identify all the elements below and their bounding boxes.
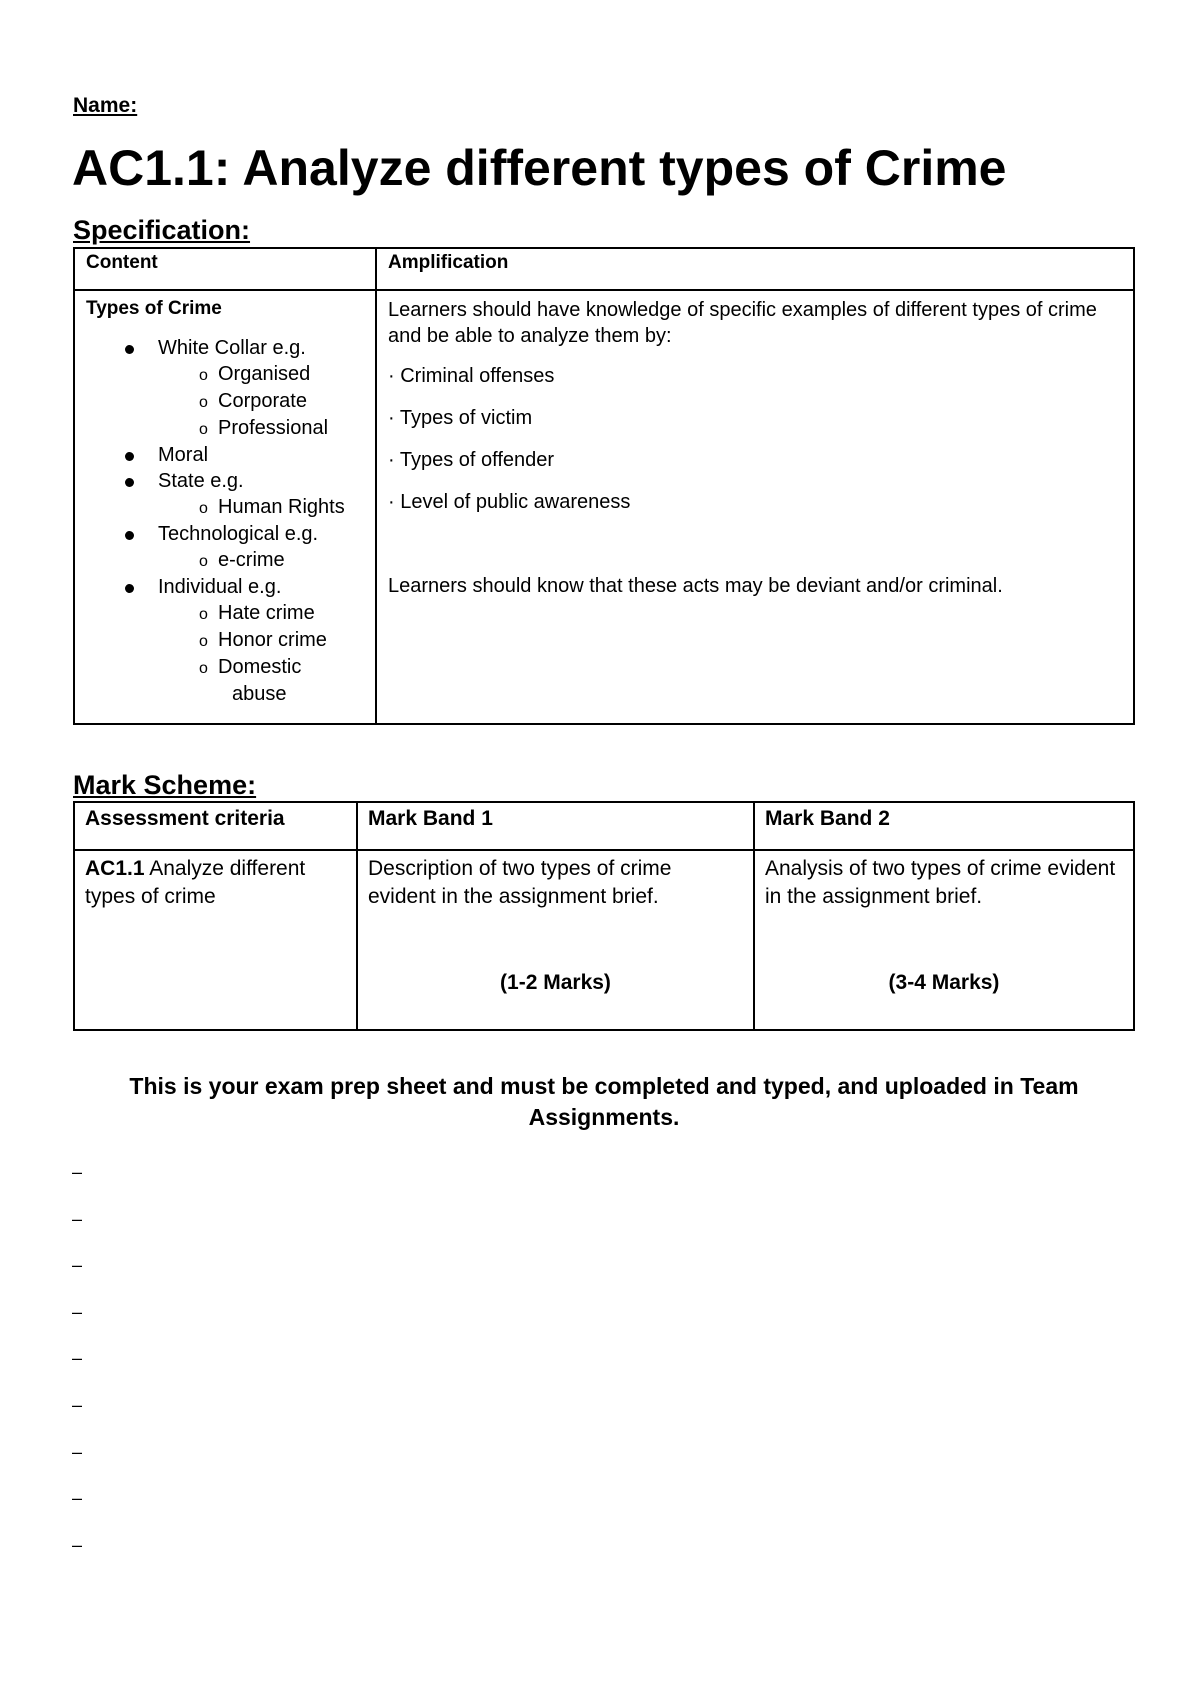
column-header-mark-band-2: Mark Band 2: [754, 802, 1134, 850]
sub-list-item: o Corporate: [158, 388, 375, 415]
content-cell: [74, 290, 376, 724]
sub-list-item: o Domestic abuse: [158, 654, 375, 708]
analysis-point: · Level of public awareness: [388, 491, 631, 513]
table-header-row: [74, 248, 1134, 290]
analysis-point: · Types of offender: [388, 449, 555, 471]
list-item: Technological e.g. o e-crime: [75, 521, 375, 574]
column-header-mark-band-1: Mark Band 1: [357, 802, 754, 850]
name-label: Name:: [73, 94, 138, 117]
band-2-marks: (3-4 Marks): [888, 971, 1000, 994]
sub-list-item: o Honor crime: [158, 627, 375, 654]
list-item: White Collar e.g. o Organised o Corporate o Professional: [75, 335, 375, 442]
criteria-code: AC1.1: [85, 857, 145, 880]
answer-line[interactable]: –: [72, 1441, 83, 1462]
answer-line[interactable]: –: [72, 1255, 83, 1276]
mark-scheme-heading: Mark Scheme:: [73, 770, 257, 800]
column-header-content: Content: [74, 248, 376, 290]
answer-line[interactable]: –: [72, 1394, 83, 1415]
sub-list-item: o Human Rights: [158, 494, 375, 521]
instructions-notice: This is your exam prep sheet and must be completed and typed, and uploaded in Team Assignments.: [129, 1073, 1079, 1130]
column-header-assessment-criteria: Assessment criteria: [74, 802, 357, 850]
sub-list-item: o Professional: [158, 415, 375, 442]
criteria-text: Analyze different types of crime: [85, 857, 306, 908]
specification-table: [73, 247, 1135, 725]
band-1-marks: (1-2 Marks): [500, 971, 611, 994]
analysis-point: · Criminal offenses: [388, 365, 555, 387]
amplification-closing: Learners should know that these acts may be deviant and/or criminal.: [388, 575, 1003, 597]
table-header-row: [74, 802, 1134, 850]
analysis-point: · Types of victim: [388, 407, 533, 429]
answer-line[interactable]: –: [72, 1301, 83, 1322]
mark-scheme-table: [73, 801, 1135, 1031]
criteria-cell: [74, 850, 357, 1030]
mark-band-2-cell: [754, 850, 1134, 1030]
list-item: Individual e.g. o Hate crime o Honor crime o Domestic abuse: [75, 574, 375, 708]
mark-band-1-cell: [357, 850, 754, 1030]
specification-heading: Specification:: [73, 215, 251, 245]
sub-list-item: o Hate crime: [158, 600, 375, 627]
band-1-description: Description of two types of crime evident in the assignment brief.: [368, 857, 672, 908]
answer-line[interactable]: –: [72, 1348, 83, 1369]
types-of-crime-title: Types of Crime: [86, 298, 222, 319]
table-row: [74, 850, 1134, 1030]
page-title: AC1.1: Analyze different types of Crime: [72, 140, 1007, 196]
answer-line[interactable]: –: [72, 1534, 83, 1555]
answer-lines: [72, 1162, 82, 1581]
crime-types-list: [75, 335, 375, 708]
answer-line[interactable]: –: [72, 1162, 83, 1182]
answer-line[interactable]: –: [72, 1208, 83, 1229]
list-item: Moral: [75, 442, 375, 468]
sub-list-item: o e-crime: [158, 547, 375, 574]
list-item: State e.g. o Human Rights: [75, 468, 375, 521]
band-2-description: Analysis of two types of crime evident in the assignment brief.: [765, 857, 1116, 908]
table-row: [74, 290, 1134, 724]
answer-line[interactable]: –: [72, 1488, 83, 1509]
amplification-intro: Learners should have knowledge of specific examples of different types of crime and be able to analyze them by:: [388, 299, 1097, 347]
sub-list-item: o Organised: [158, 361, 375, 388]
column-header-amplification: Amplification: [376, 248, 1134, 290]
amplification-cell: [376, 290, 1134, 724]
